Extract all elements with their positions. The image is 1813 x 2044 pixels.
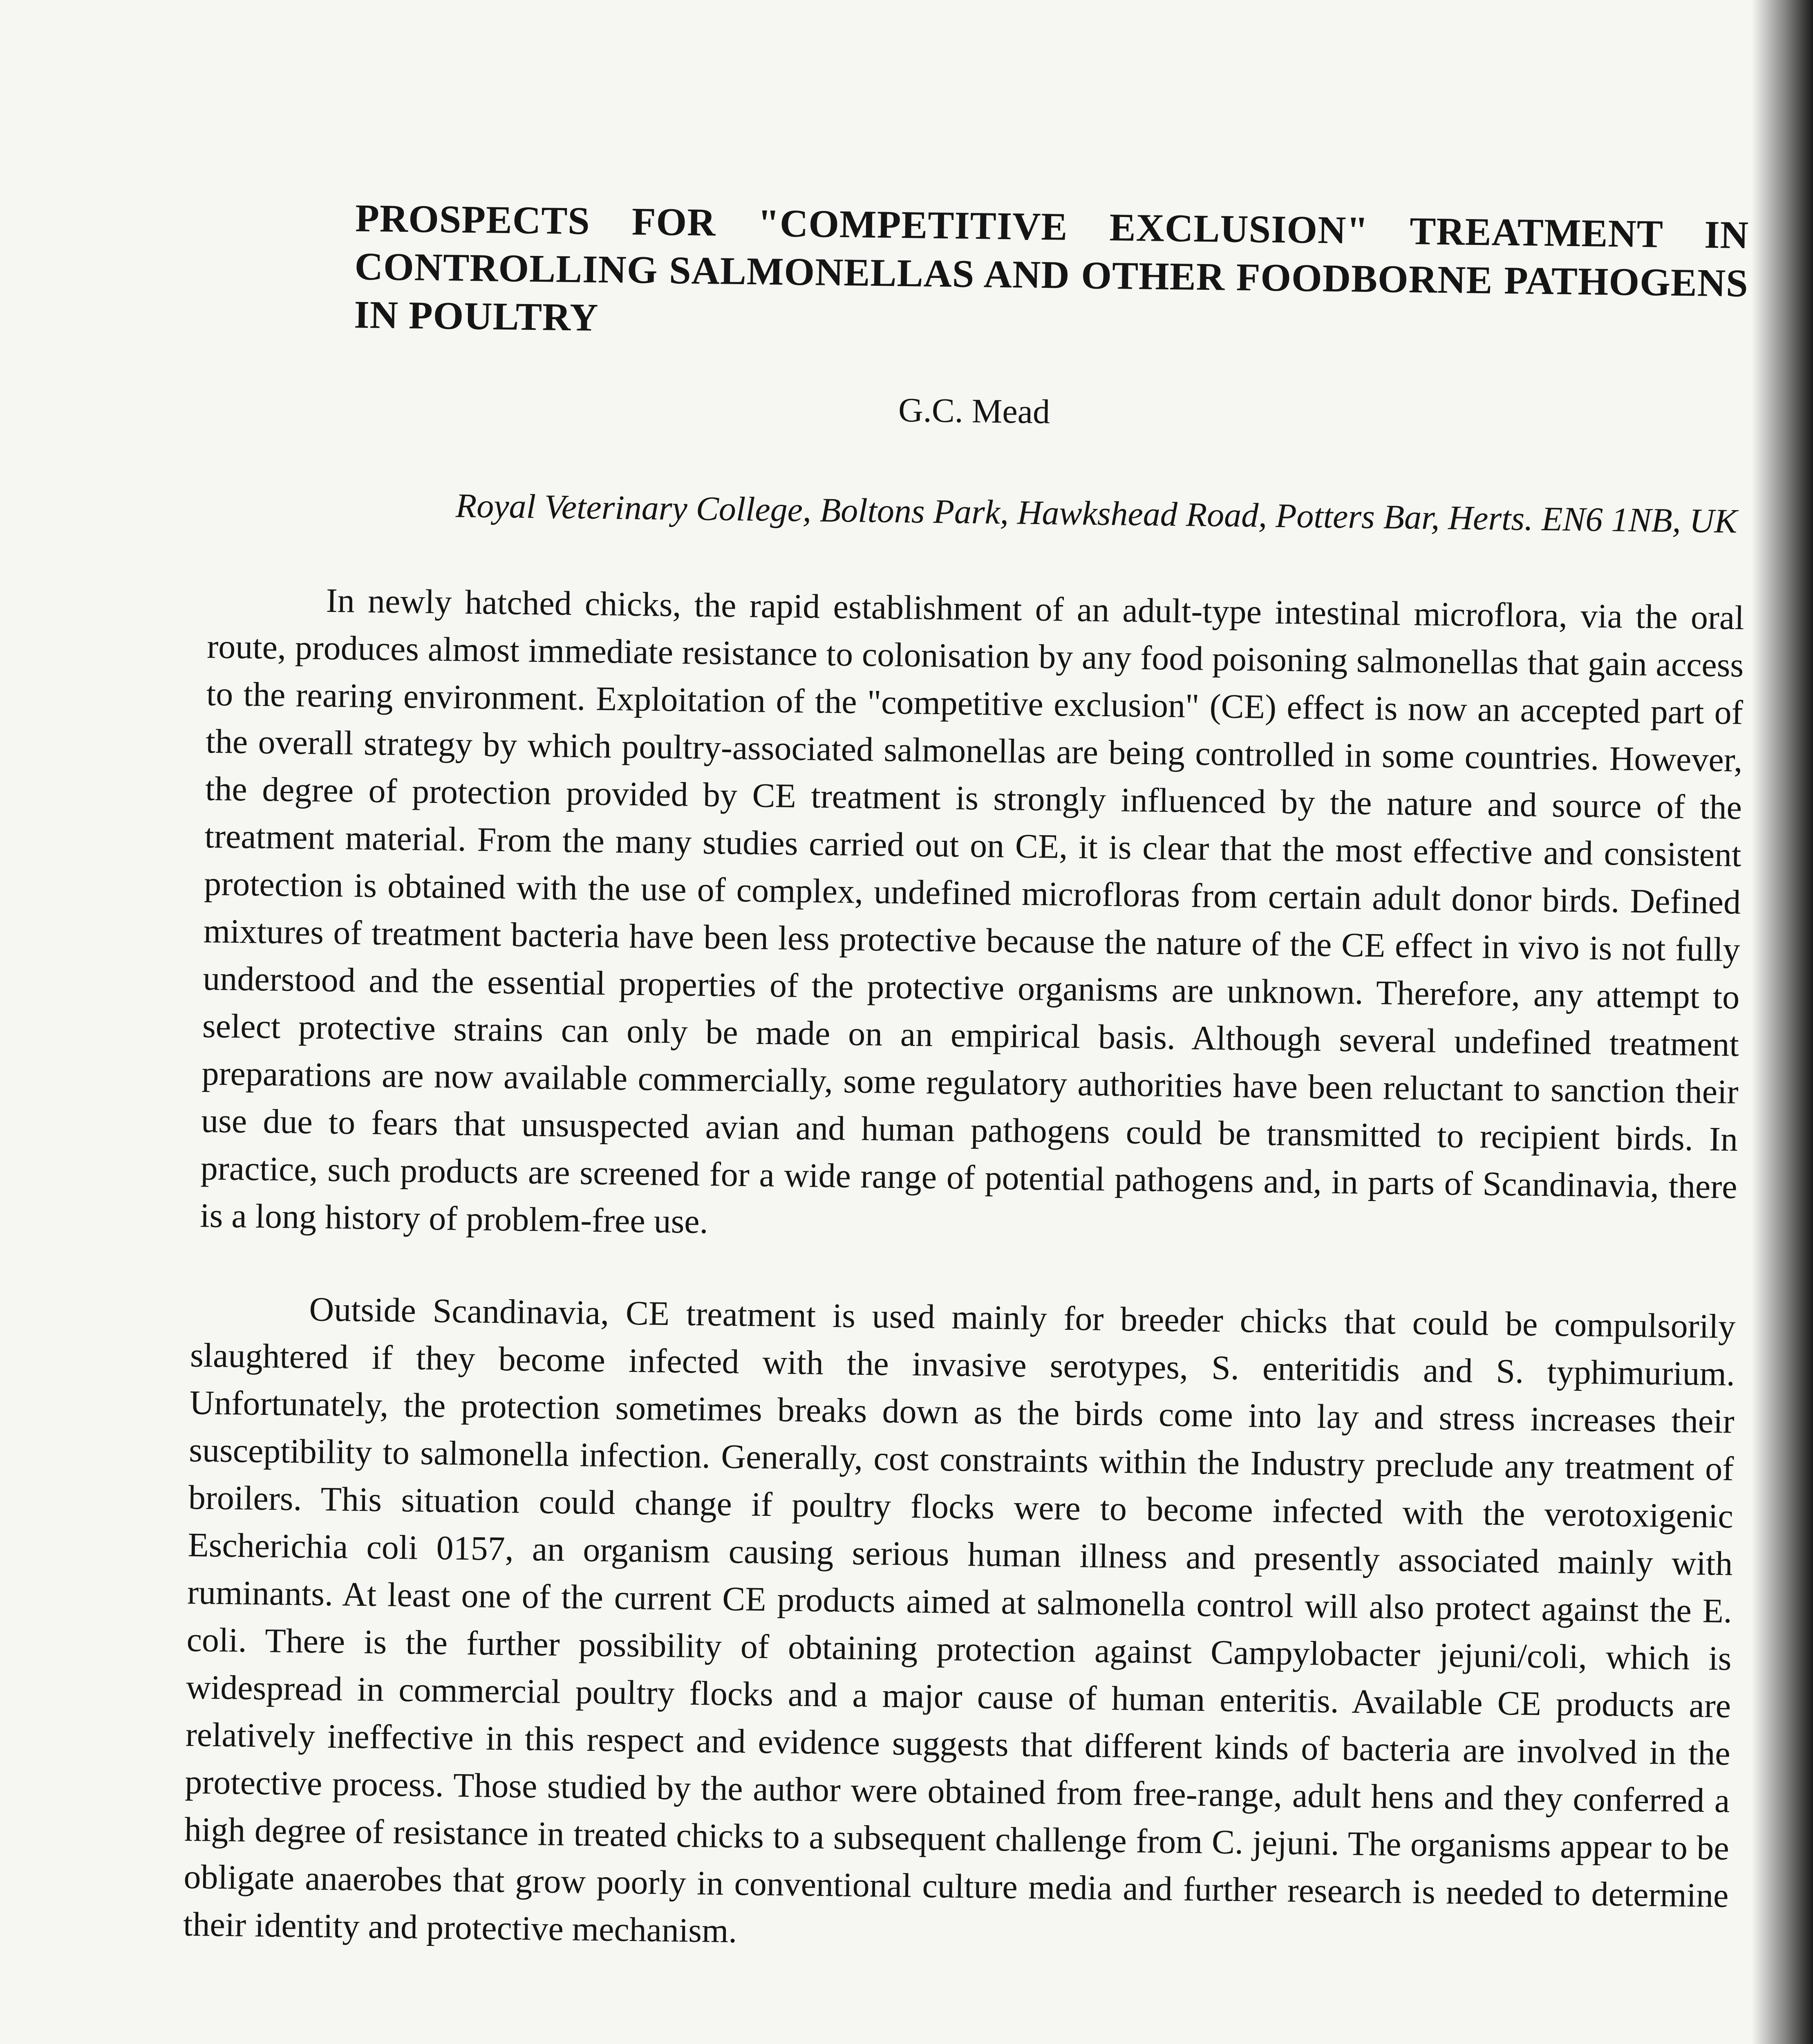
article (182, 192, 1749, 2012)
author-affiliation: Royal Veterinary College, Boltons Park, Hawkshead Road, Potters Bar, Herts. EN6 1NB, UK (455, 486, 1738, 540)
article-body (183, 576, 1745, 1967)
binding-shadow (1752, 0, 1813, 2044)
paragraph-1: In newly hatched chicks, the rapid establishment of an adult-type intestinal microflora, via the oral route, produces almost immediate resistance to colonisation by any food poisoning salmonellas that gain access to the rearing environment. Exploitation of the "competitive exclusion" (CE) effect is now an accepted part of the overall strategy by which poultry-associated salmonellas are being controlled in some countries. However, the degree of protection provided by CE treatment is strongly influenced by the nature and source of the treatment material. From the many studies carried out on CE, it is clear that the most effective and consistent protection is obtained with the use of complex, undefined microfloras from certain adult donor birds. Defined mixtures of treatment bacteria have been less protective because the nature of the CE effect in vivo is not fully understood and the essential properties of the protective organisms are unknown. Therefore, any attempt to select protective strains can only be made on an empirical basis. Although several undefined treatment preparations are now available commercially, some regulatory authorities have been reluctant to sanction their use due to fears that unsuspected avian and human pathogens could be transmitted to recipient birds. In practice, such products are screened for a wide range of potential pathogens and, in parts of Scandinavia, there is a long history of problem-free use. (199, 581, 1745, 1241)
paragraph-2: Outside Scandinavia, CE treatment is used mainly for breeder chicks that could be compulsorily slaughtered if they become infected with the invasive serotypes, S. enteritidis and S. typhimurium. Unfortunately, the protection sometimes breaks down as the birds come into lay and stress increases their susceptibility to salmonella infection. Generally, cost constraints within the Industry preclude any treatment of broilers. This situation could change if poultry flocks were to become infected with the verotoxigenic Escherichia coli 0157, an organism causing serious human illness and presently associated mainly with ruminants. At least one of the current CE products aimed at salmonella control will also protect against the E. coli. There is the further possibility of obtaining protection against Campylobacter jejuni/coli, which is widespread in commercial poultry flocks and a major cause of human enteritis. Available CE products are relatively ineffective in this respect and evidence suggests that different kinds of bacteria are involved in the protective process. Those studied by the author were obtained from free-range, adult hens and they conferred a high degree of resistance in treated chicks to a subsequent challenge from C. jejuni. The organisms appear to be obligate anaerobes that grow poorly in conventional culture media and further research is needed to determine their identity and protective mechanism. (183, 1290, 1736, 1950)
article-title: PROSPECTS FOR "COMPETITIVE EXCLUSION" TREATMENT IN CONTROLLING SALMONELLAS AND OTHER FOODBORNE PATHOGENS IN POULTRY (354, 196, 1749, 339)
author-name: G.C. Mead (898, 391, 1050, 431)
